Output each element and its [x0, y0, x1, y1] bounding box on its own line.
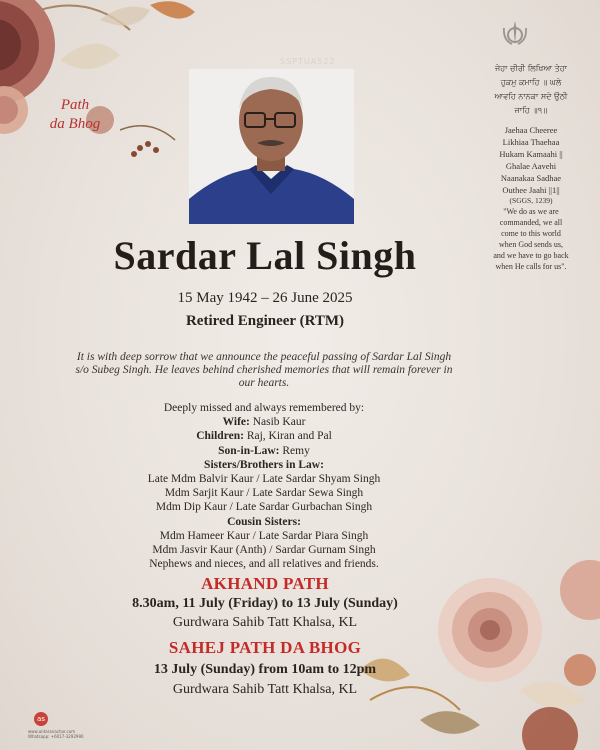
translation-line: and we have to go back — [493, 251, 569, 260]
children-label: Children: — [196, 430, 244, 443]
event-time-sahej-path: 13 July (Sunday) from 10am to 12pm — [153, 662, 377, 677]
siblings-label — [64, 458, 464, 472]
children-row — [64, 429, 464, 443]
children-names: Raj, Kiran and Pal — [246, 430, 332, 443]
gurmukhi-verse — [470, 62, 592, 118]
brand-contact — [28, 729, 84, 739]
floral-decoration-top-left — [0, 0, 210, 170]
scripture-source: (SGGS, 1239) — [509, 196, 553, 205]
translit-line: Ghalae Aavehi — [505, 161, 557, 171]
tag-line-2: da Bhog — [49, 116, 101, 132]
family-intro: Deeply missed and always remembered by: — [163, 402, 365, 414]
transliteration — [470, 124, 592, 196]
gurmukhi-line: ਹੁਕਮੁ ਕਮਾਹਿ ॥ ਘਲੇ — [500, 78, 562, 87]
watermark: SSPTUA522 — [280, 57, 336, 66]
message-line: our hearts. — [238, 377, 290, 389]
translation-line: come to this world — [501, 229, 561, 238]
path-da-bhog-tag — [40, 96, 110, 134]
event-title-akhand-path: AKHAND PATH — [201, 574, 329, 593]
cousins-label-text: Cousin Sisters: — [227, 515, 301, 528]
event-venue-sahej-path: Gurdwara Sahib Tatt Khalsa, KL — [172, 682, 358, 697]
message-line: s/o Subeg Singh. He leaves behind cherished memories that will remain forever in — [75, 364, 453, 376]
gurmukhi-line: ਜੇਹਾ ਚੀਰੀ ਲਿਖਿਆ ਤੇਹਾ — [495, 64, 567, 73]
translation-line: when God sends us, — [499, 240, 563, 249]
son-in-law-label: Son-in-Law: — [218, 444, 280, 457]
deceased-name: Sardar Lal Singh — [113, 233, 417, 278]
translation-line: "We do as we are — [503, 207, 559, 216]
translit-line: Naanakaa Sadhae — [500, 173, 562, 183]
sibling-line: Mdm Sarjit Kaur / Late Sardar Sewa Singh — [164, 487, 364, 500]
khanda-icon — [500, 18, 530, 48]
wife-label: Wife: — [222, 416, 250, 429]
son-in-law-row — [64, 444, 464, 458]
event-title-sahej-path: SAHEJ PATH DA BHOG — [168, 638, 362, 657]
cousin-line: Mdm Jasvir Kaur (Anth) / Sardar Gurnam Singh — [152, 544, 376, 557]
translit-line: Likhiaa Thaehaa — [502, 137, 560, 147]
brand-logo: as — [34, 712, 48, 726]
brand-whatsapp: Whatsapp: +6017-3292990 — [28, 734, 84, 739]
tag-line-1: Path — [60, 97, 90, 113]
portrait-photo — [189, 69, 354, 224]
wife-row — [64, 415, 464, 429]
sibling-line: Mdm Dip Kaur / Late Sardar Gurbachan Singh — [155, 501, 373, 514]
event-time-akhand-path: 8.30am, 11 July (Friday) to 13 July (Sunday) — [132, 596, 398, 611]
event-venue-akhand-path: Gurdwara Sahib Tatt Khalsa, KL — [172, 615, 358, 630]
siblings-label-text: Sisters/Brothers in Law: — [204, 458, 324, 471]
cousin-line: Mdm Hameer Kaur / Late Sardar Piara Singh — [159, 529, 369, 542]
gurmukhi-line: ਜਾਹਿ ॥੧॥ — [514, 106, 548, 115]
gurmukhi-line: ਆਵਹਿ ਨਾਨਕਾ ਸਦੇ ਉਠੀ — [494, 92, 568, 101]
translit-line: Hukam Kamaahi || — [499, 149, 563, 159]
life-dates: 15 May 1942 – 26 June 2025 — [177, 290, 353, 306]
translit-line: Outhee Jaahi ||1|| — [502, 185, 560, 195]
announcement-message — [64, 351, 464, 390]
occupation: Retired Engineer (RTM) — [185, 313, 345, 329]
translit-line: Jaehaa Cheeree — [504, 125, 558, 135]
son-in-law-name: Remy — [282, 444, 310, 457]
wife-name: Nasib Kaur — [252, 416, 306, 429]
family-closing: Nephews and nieces, and all relatives and friends. — [149, 558, 379, 571]
translation-line: commanded, we all — [499, 218, 563, 227]
brand-site: www.antaranachar.com — [28, 729, 76, 734]
translation-line: when He calls for us". — [495, 262, 567, 271]
sibling-line: Late Mdm Balvir Kaur / Late Sardar Shyam Singh — [147, 473, 381, 486]
family-list — [64, 401, 464, 571]
cousins-label — [64, 515, 464, 529]
message-line: It is with deep sorrow that we announce the peaceful passing of Sardar Lal Singh — [76, 351, 452, 363]
